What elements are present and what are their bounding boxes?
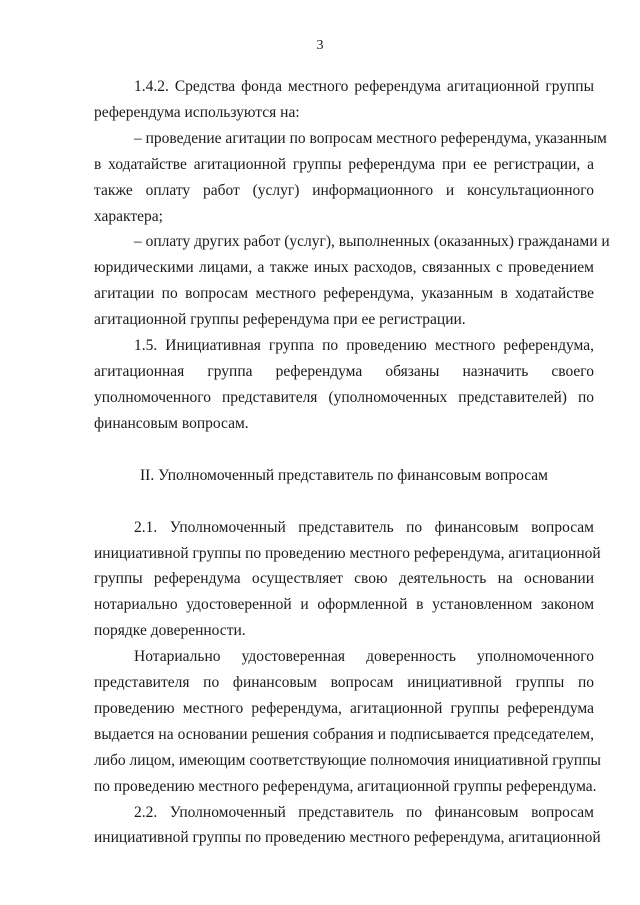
paragraph: [94, 229, 610, 333]
text-line: характера;: [94, 207, 163, 225]
paragraph: [94, 74, 594, 126]
page-number: 3: [316, 38, 324, 53]
text-line: 2.2. Уполномоченный представитель по финансовым вопросам: [134, 803, 594, 821]
text-line: Нотариально удостоверенная доверенность уполномоченного: [134, 648, 594, 666]
paragraph: [94, 126, 607, 230]
text-line: представителя по финансовым вопросам инициативной группы по: [94, 674, 594, 692]
paragraph: [94, 333, 594, 437]
text-line: финансовым вопросам.: [94, 414, 249, 432]
text-line: порядке доверенности.: [94, 622, 246, 640]
section-heading: II. Уполномоченный представитель по финансовым вопросам: [140, 466, 548, 484]
paragraph: [94, 644, 601, 799]
text-line: – оплату других работ (услуг), выполненных (оказанных) гражданами и: [134, 233, 610, 251]
document-body: [94, 74, 610, 851]
text-line: инициативной группы по проведению местного референдума, агитационной: [94, 544, 601, 562]
text-line: агитации по вопросам местного референдума, указанным в ходатайстве: [94, 285, 594, 303]
top-paragraphs: [94, 74, 610, 437]
bottom-paragraphs: [94, 515, 601, 852]
text-line: в ходатайстве агитационной группы референдума при ее регистрации, а: [94, 155, 594, 173]
paragraph: [94, 515, 601, 645]
text-line: референдума используются на:: [94, 103, 300, 121]
text-line: агитационная группа референдума обязаны назначить своего: [94, 362, 594, 380]
text-line: уполномоченного представителя (уполномоченных представителей) по: [94, 388, 594, 406]
text-line: либо лицом, имеющим соответствующие полномочия инициативной группы: [94, 751, 601, 769]
text-line: по проведению местного референдума, агитационной группы референдума.: [94, 777, 597, 795]
text-line: выдается на основании решения собрания и подписывается председателем,: [94, 725, 594, 743]
text-line: 2.1. Уполномоченный представитель по финансовым вопросам: [134, 518, 594, 536]
text-line: – проведение агитации по вопросам местного референдума, указанным: [134, 129, 607, 147]
text-line: юридическими лицами, а также иных расходов, связанных с проведением: [94, 259, 594, 277]
text-line: агитационной группы референдума при ее регистрации.: [94, 311, 466, 329]
text-line: 1.5. Инициативная группа по проведению местного референдума,: [134, 337, 594, 355]
text-line: проведению местного референдума, агитационной группы референдума: [94, 699, 594, 717]
text-line: инициативной группы по проведению местного референдума, агитационной: [94, 829, 601, 847]
paragraph: [94, 800, 601, 852]
text-line: 1.4.2. Средства фонда местного референдума агитационной группы: [134, 78, 594, 95]
text-line: нотариально удостоверенной и оформленной в установленном законом: [94, 596, 594, 614]
text-line: также оплату работ (услуг) информационного и консультационного: [94, 181, 594, 199]
text-line: группы референдума осуществляет свою деятельность на основании: [94, 570, 594, 588]
